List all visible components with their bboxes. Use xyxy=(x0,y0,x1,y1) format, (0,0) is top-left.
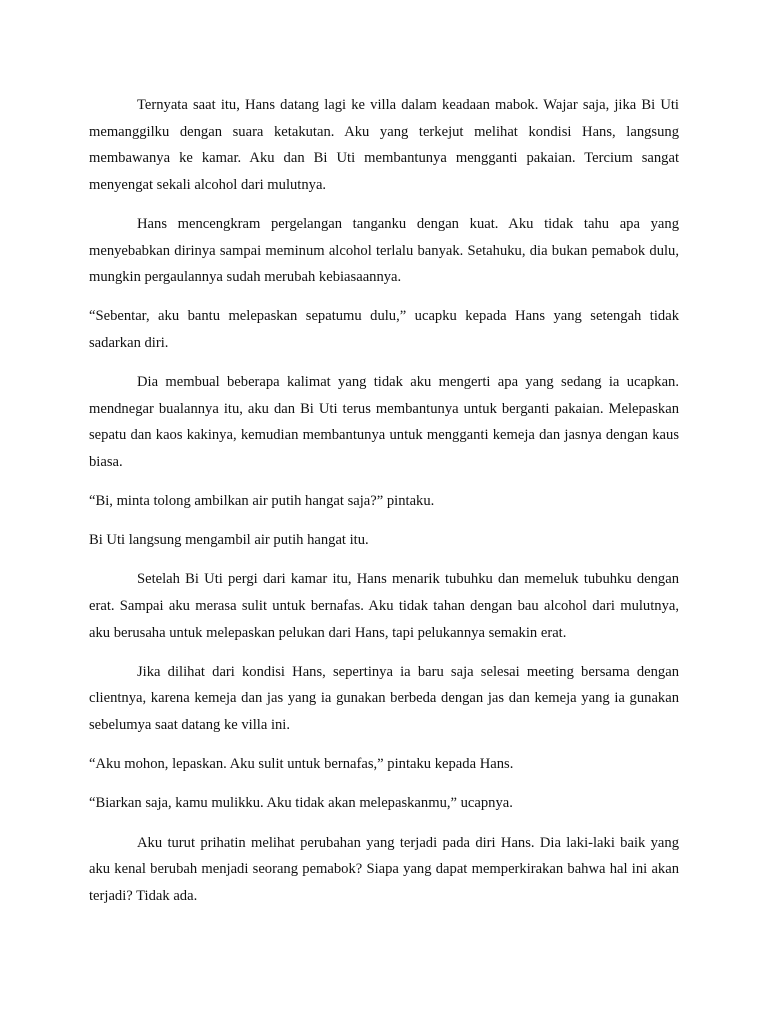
paragraph-5: “Bi, minta tolong ambilkan air putih hangat saja?” pintaku. xyxy=(89,493,435,510)
paragraph-4: Dia membual beberapa kalimat yang tidak aku mengerti apa yang sedang ia ucapkan. mendnegar bualannya itu, aku dan Bi Uti terus membantunya untuk berganti pakaian. Melepaskan sepatu dan kaos kakinya, kemudian membantunya untuk mengganti kemeja dan jasnya dengan kaus biasa. xyxy=(89,374,679,470)
paragraph-6: Bi Uti langsung mengambil air putih hangat itu. xyxy=(89,532,369,549)
paragraph-10: “Biarkan saja, kamu mulikku. Aku tidak akan melepaskanmu,” ucapnya. xyxy=(89,795,513,812)
paragraph-8: Jika dilihat dari kondisi Hans, sepertinya ia baru saja selesai meeting bersama dengan clientnya, karena kemeja dan jas yang ia gunakan berbeda dengan jas dan kemeja yang ia gunakan sebelumya saat datang ke villa ini. xyxy=(89,663,679,734)
paragraph-3: “Sebentar, aku bantu melepaskan sepatumu dulu,” ucapku kepada Hans yang setengah tidak sadarkan diri. xyxy=(89,308,679,351)
paragraph-11: Aku turut prihatin melihat perubahan yang terjadi pada diri Hans. Dia laki-laki baik yang aku kenal berubah menjadi seorang pemabok? Siapa yang dapat memperkirakan bahwa hal ini akan terjadi? Tidak ada. xyxy=(89,834,679,904)
paragraph-1: Ternyata saat itu, Hans datang lagi ke villa dalam keadaan mabok. Wajar saja, jika Bi Uti memanggilku dengan suara ketakutan. Aku yang terkejut melihat kondisi Hans, langsung membawanya ke kamar. Aku dan Bi Uti membantunya mengganti pakaian. Tercium sangat menyengat sekali alcohol dari mulutnya. xyxy=(89,97,679,193)
paragraph-9: “Aku mohon, lepaskan. Aku sulit untuk bernafas,” pintaku kepada Hans. xyxy=(89,756,514,773)
paragraph-7: Setelah Bi Uti pergi dari kamar itu, Hans menarik tubuhku dan memeluk tubuhku dengan erat. Sampai aku merasa sulit untuk bernafas. Aku tidak tahan dengan bau alcohol dari mulutnya, aku berusaha untuk melepaskan pelukan dari Hans, tapi pelukannya semakin erat. xyxy=(89,571,679,641)
paragraph-2: Hans mencengkram pergelangan tanganku dengan kuat. Aku tidak tahu apa yang menyebabkan dirinya sampai meminum alcohol terlalu banyak. Setahuku, dia bukan pemabok dulu, mungkin pergaulannya sudah merubah kebiasaannya. xyxy=(89,215,679,286)
